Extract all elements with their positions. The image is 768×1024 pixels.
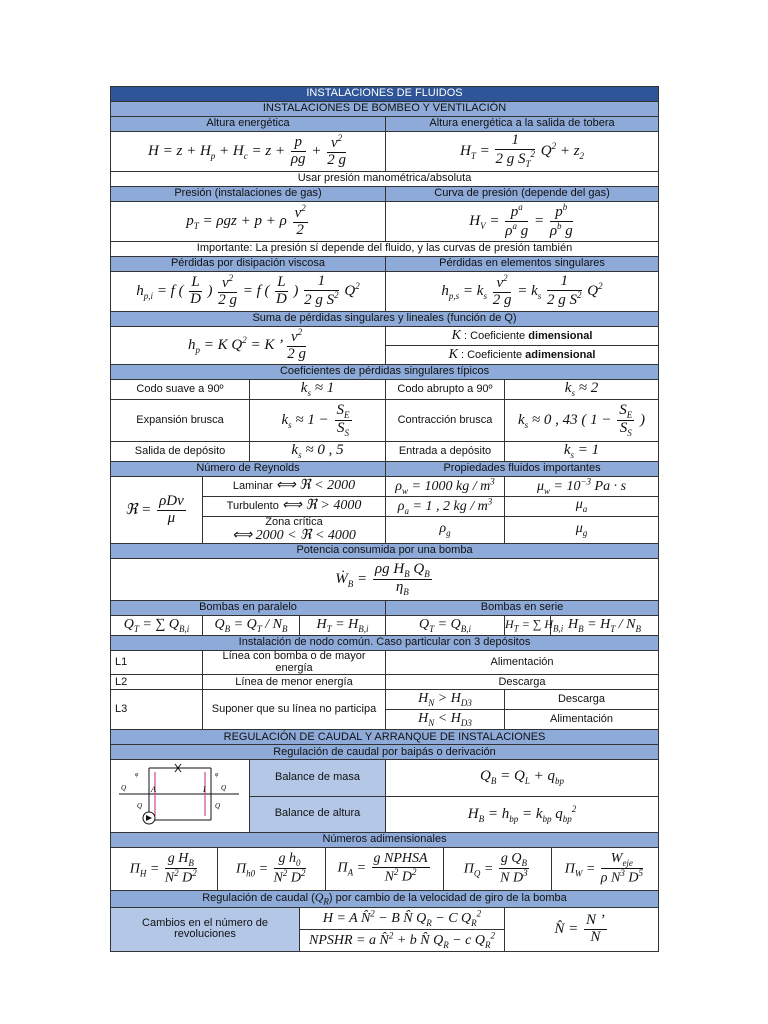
nodo-l2-text: Línea de menor energía xyxy=(203,675,386,690)
altura-energetica-formula: $H = z + H_p + H_c = z$ + $\frac{p}{\rho g}$ + $\frac{v^2}{2 g}$ xyxy=(111,132,386,172)
pi-q: $\Pi_Q$ = $\frac{g Q_B}{N D^3}$ xyxy=(444,848,551,890)
salida-value: $k_s \approx 0$ , 5 xyxy=(250,442,386,462)
pi-h: $\Pi_H$ = $\frac{g H_B}{N^2 D^2}$ xyxy=(111,848,218,890)
serie-h-total: $H_T$ = ∑ $H_{B,i}$ xyxy=(505,616,551,636)
prop-rho-w: $\rho_w = 1000$ kg / $m^3$ xyxy=(386,477,505,497)
pi-w: $\Pi_W$ = $W_{eje}$ ρ $N^3$ $D^5$ xyxy=(564,850,643,886)
reynolds-turbulento: Turbulento ⟺ ℜ > 4000 xyxy=(203,497,386,517)
nodo-l2-id: L2 xyxy=(111,675,203,690)
contraccion-value: $k_s \approx 0$ , 43 ( 1 − $\frac{S_E}{S_S}$ ) xyxy=(505,400,659,442)
svg-text:I: I xyxy=(203,785,206,795)
svg-text:φ: φ xyxy=(215,772,219,779)
balance-altura-label: Balance de altura xyxy=(250,796,386,832)
nodo-l1-id: L1 xyxy=(111,651,203,675)
usar-presion-note: Usar presión manométrica/absoluta xyxy=(111,172,659,187)
prop-mu-a: $\mu_a$ xyxy=(505,497,659,517)
salida-label: Salida de depósito xyxy=(111,442,250,462)
expansion-value: $k_s \approx 1$ − $\frac{S_E}{S_S}$ xyxy=(250,400,386,442)
paralelo-h: $H_T = H_{B,i}$ xyxy=(300,616,386,636)
curva-presion-header: Curva de presión (depende del gas) xyxy=(386,187,659,202)
suma-perdidas-header: Suma de pérdidas singulares y lineales (función de Q) xyxy=(111,312,659,327)
potencia-formula: Ẇ$_B$ = $\frac{\rho g H_B Q_B}{\eta_B}$ xyxy=(111,559,659,601)
prop-rho-g: $\rho_g$ xyxy=(386,517,505,544)
serie-h-bomba: $H_B = H_T / N_B$ xyxy=(551,616,659,636)
balance-masa-label: Balance de masa xyxy=(250,760,386,796)
codo-suave-label: Codo suave a 90º xyxy=(111,380,250,400)
reynolds-header: Número de Reynolds xyxy=(111,462,386,477)
baipas-diagram xyxy=(111,760,250,833)
altura-tobera-formula: $H_T$ = $\frac{1}{2 g S_T^2}$ $Q^2 + z_2$ xyxy=(386,132,659,172)
prop-rho-a: $\rho_a = 1$ , 2 kg / $m^3$ xyxy=(386,497,505,517)
curva-h-formula: H = A N̂$^2$ − B N̂ $Q_R - C$ $Q_R^2$ xyxy=(300,907,505,929)
bypass-circuit-diagram xyxy=(115,760,245,828)
nodo-l3-text: Suponer que su línea no participa xyxy=(203,690,386,730)
entrada-value: $k_s = 1$ xyxy=(505,442,659,462)
propiedades-header: Propiedades fluidos importantes xyxy=(386,462,659,477)
formula-table xyxy=(110,86,659,952)
svg-text:Q: Q xyxy=(215,802,221,811)
svg-text:Q: Q xyxy=(121,784,127,793)
perdidas-singulares-formula: $h_{p,s} = k_s$ $\frac{v^2}{2 g}$ = $k_s$ $\frac{1}{2 g S^2}$ $Q^2$ xyxy=(386,272,659,312)
coeficientes-header: Coeficientes de pérdidas singulares típicos xyxy=(111,365,659,380)
nodo-l3-cond1: $H_N > H_{D3}$ xyxy=(386,690,505,710)
svg-text:Q: Q xyxy=(137,802,143,811)
potencia-header: Potencia consumida por una bomba xyxy=(111,544,659,559)
section-bombeo: INSTALACIONES DE BOMBEO Y VENTILACIÓN xyxy=(111,102,659,117)
perdidas-viscosa-header: Pérdidas por disipación viscosa xyxy=(111,257,386,272)
curva-presion-formula: $H_V$ = $\frac{p^a}{\rho^a g}$ = $\frac{p^b}{\rho^b g}$ xyxy=(386,202,659,242)
serie-header: Bombas en serie xyxy=(386,601,659,616)
coef-dimensional: K : Coeficiente dimensional xyxy=(386,327,659,346)
adimensionales-header: Números adimensionales xyxy=(111,832,659,847)
presion-gas-formula: $p_T = \rho gz + p + \rho$ $\frac{v^2}{2}$ xyxy=(111,202,386,242)
regulacion-header: REGULACIÓN DE CAUDAL Y ARRANQUE DE INSTALACIONES xyxy=(111,730,659,745)
nodo-l3-id: L3 xyxy=(111,690,203,730)
nodo-l3-result1: Descarga xyxy=(505,690,659,710)
presion-gas-header: Presión (instalaciones de gas) xyxy=(111,187,386,202)
nodo-l1-result: Alimentación xyxy=(386,651,659,675)
serie-q: $Q_T = Q_{B,i}$ xyxy=(386,616,505,636)
perdidas-viscosa-formula: $h_{p,i} = f$ ( $\frac{L}{D}$ ) $\frac{v^2}{2 g}$ = f ( $\frac{L}{D}$ ) $\frac{1}{2 g S^2}$ $Q^2$ xyxy=(111,272,386,312)
nodo-l1-text: Línea con bomba o de mayor energía xyxy=(203,651,386,675)
formula-sheet xyxy=(110,86,658,952)
curva-npshr-formula: NPSHR = a N̂$^2$ + b N̂ $Q_R - c$ $Q_R^2$ xyxy=(300,929,505,951)
reynolds-laminar: Laminar ⟺ ℜ < 2000 xyxy=(203,477,386,497)
nodo-l3-cond2: $H_N < H_{D3}$ xyxy=(386,710,505,730)
balance-masa-formula: $Q_B = Q_L + q_{bp}$ xyxy=(386,760,659,796)
sheet-title: INSTALACIONES DE FLUIDOS xyxy=(111,87,659,102)
expansion-label: Expansión brusca xyxy=(111,400,250,442)
nodo-l3-result2: Alimentación xyxy=(505,710,659,730)
perdidas-singulares-header: Pérdidas en elementos singulares xyxy=(386,257,659,272)
svg-text:Q: Q xyxy=(221,784,227,793)
suma-perdidas-formula: $h_p = K$ $Q^2 = K$ ’ $\frac{v^2}{2 g}$ xyxy=(111,327,386,365)
adimensionales-row xyxy=(111,847,659,890)
reynolds-critica: Zona crítica ⟺ 2000 < ℜ < 4000 xyxy=(203,517,386,544)
reynolds-formula: ℜ = ρDv μ xyxy=(111,477,203,544)
baipas-header: Regulación de caudal por baipás o derivación xyxy=(111,745,659,760)
pi-a: $\Pi_A$ = g NPHSA $N^2$ $D^2$ xyxy=(326,848,444,890)
codo-suave-value: $k_s \approx 1$ xyxy=(250,380,386,400)
contraccion-label: Contracción brusca xyxy=(386,400,505,442)
svg-text:φ: φ xyxy=(135,772,139,779)
prop-mu-g: $\mu_g$ xyxy=(505,517,659,544)
regulacion-velocidad-header: Regulación de caudal $(Q_R)$ por cambio de la velocidad de giro de la bomba xyxy=(111,890,659,907)
coef-adimensional: K : Coeficiente adimensional xyxy=(386,346,659,365)
ratio-n-formula: N̂ = $\frac{N ’}{N}$ xyxy=(505,907,659,951)
codo-abrupto-label: Codo abrupto a 90º xyxy=(386,380,505,400)
codo-abrupto-value: $k_s \approx 2$ xyxy=(505,380,659,400)
paralelo-q-bomba: $Q_B = Q_T / N_B$ xyxy=(203,616,300,636)
prop-mu-w: $\mu_w = 10^{-3}$ Pa · s xyxy=(505,477,659,497)
balance-altura-formula: $H_B = h_{bp} = k_{bp}$ $q_{bp}^2$ xyxy=(386,796,659,832)
importante-note: Importante: La presión sí depende del fluido, y las curvas de presión también xyxy=(111,242,659,257)
paralelo-header: Bombas en paralelo xyxy=(111,601,386,616)
nodo-header: Instalación de nodo común. Caso particular con 3 depósitos xyxy=(111,636,659,651)
svg-text:A: A xyxy=(151,785,156,795)
nodo-l2-result: Descarga xyxy=(386,675,659,690)
entrada-label: Entrada a depósito xyxy=(386,442,505,462)
altura-tobera-header: Altura energética a la salida de tobera xyxy=(386,117,659,132)
paralelo-q-total: $Q_T$ = ∑ $Q_{B,i}$ xyxy=(111,616,203,636)
cambios-revoluciones-label: Cambios en el número de revoluciones xyxy=(111,907,300,951)
altura-energetica-header: Altura energética xyxy=(111,117,386,132)
pi-h0: $\Pi_{h0}$ = $\frac{g h_0}{N^2 D^2}$ xyxy=(218,848,325,890)
